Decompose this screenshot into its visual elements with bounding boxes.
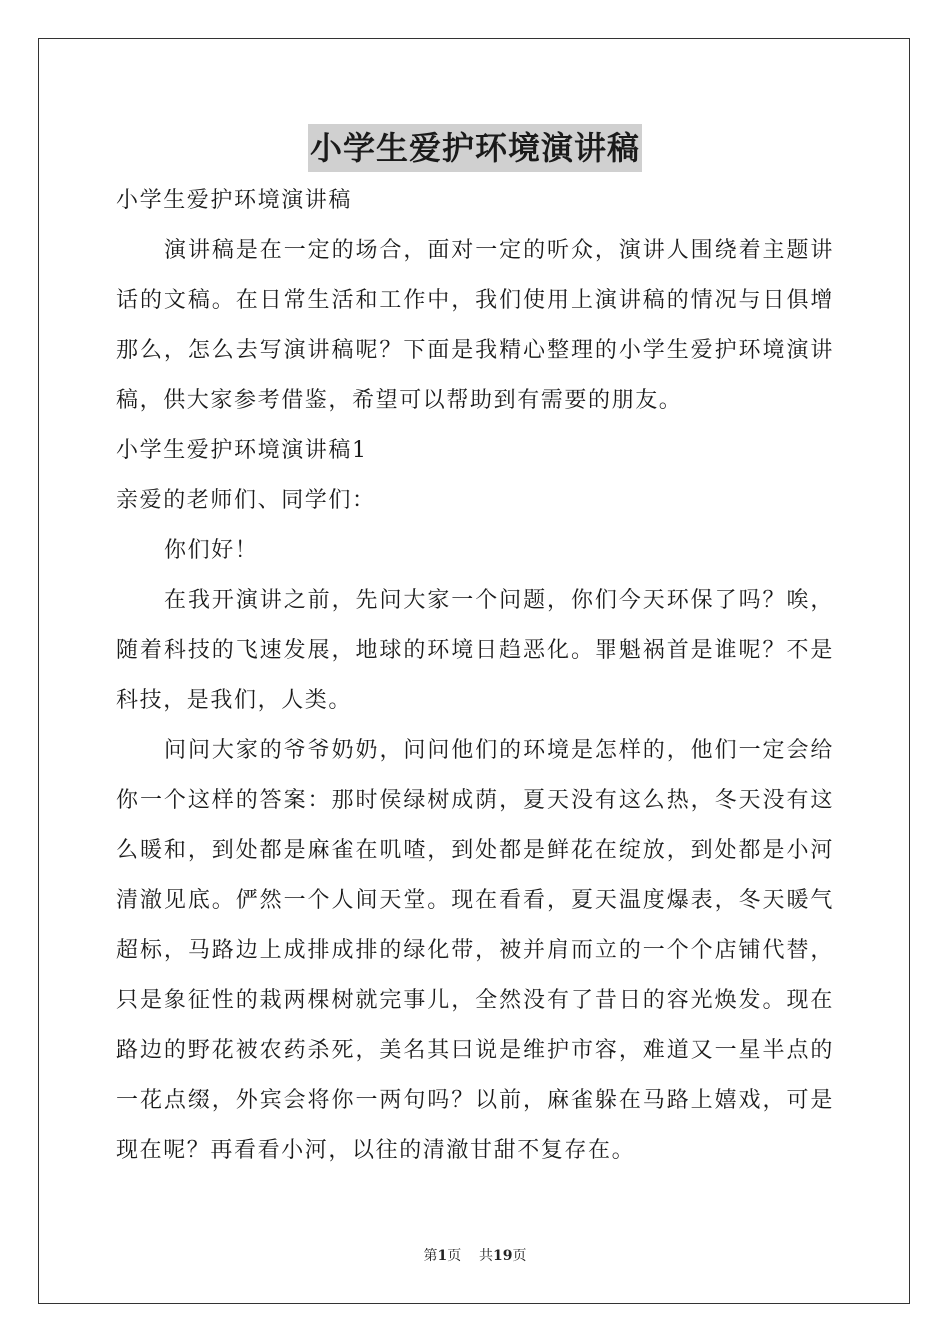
- body-paragraph: 问问大家的爷爷奶奶，问问他们的环境是怎样的，他们一定会给你一个这样的答案：那时侯绿树成荫，夏天没有这么热，冬天没有这么暖和，到处都是麻雀在叽喳，到处都是鲜花在绽放，到处都是小河清澈见底。俨然一个人间天堂。现在看看，夏天温度爆表，冬天暖气超标，马路边上成排成排的绿化带，被并肩而立的一个个店铺代替，只是象征性的栽两棵树就完事儿，全然没有了昔日的容光焕发。现在路边的野花被农药杀死，美名其曰说是维护市容，难道又一星半点的一花点缀，外宾会将你一两句吗？以前，麻雀躲在马路上嬉戏，可是现在呢？再看看小河，以往的清澈甘甜不复存在。: [116, 738, 834, 1163]
- body-paragraph: 在我开演讲之前，先问大家一个问题，你们今天环保了吗？唉，随着科技的飞速发展，地球的环境日趋恶化。罪魁祸首是谁呢？不是科技，是我们，人类。: [116, 588, 834, 713]
- document-title: 小学生爱护环境演讲稿: [308, 124, 642, 172]
- title-container: [0, 124, 950, 172]
- total-prefix: 共: [479, 1248, 494, 1264]
- section-heading: 小学生爱护环境演讲稿1: [116, 438, 368, 463]
- subtitle-paragraph: 小学生爱护环境演讲稿: [116, 188, 353, 213]
- page-suffix: 页: [447, 1248, 462, 1264]
- page-current: 1: [437, 1248, 448, 1264]
- document-body: [116, 176, 834, 1176]
- greeting-paragraph: 你们好！: [164, 538, 259, 563]
- page-footer: [0, 1246, 950, 1266]
- total-suffix: 页: [512, 1248, 527, 1264]
- page-prefix: 第: [423, 1248, 438, 1264]
- intro-paragraph: 演讲稿是在一定的场合，面对一定的听众，演讲人围绕着主题讲话的文稿。在日常生活和工作中，我们使用上演讲稿的情况与日俱增那么，怎么去写演讲稿呢？下面是我精心整理的小学生爱护环境演讲稿，供大家参考借鉴，希望可以帮助到有需要的朋友。: [116, 238, 834, 413]
- salutation-paragraph: 亲爱的老师们、同学们：: [116, 488, 376, 513]
- page-total: 19: [493, 1248, 513, 1264]
